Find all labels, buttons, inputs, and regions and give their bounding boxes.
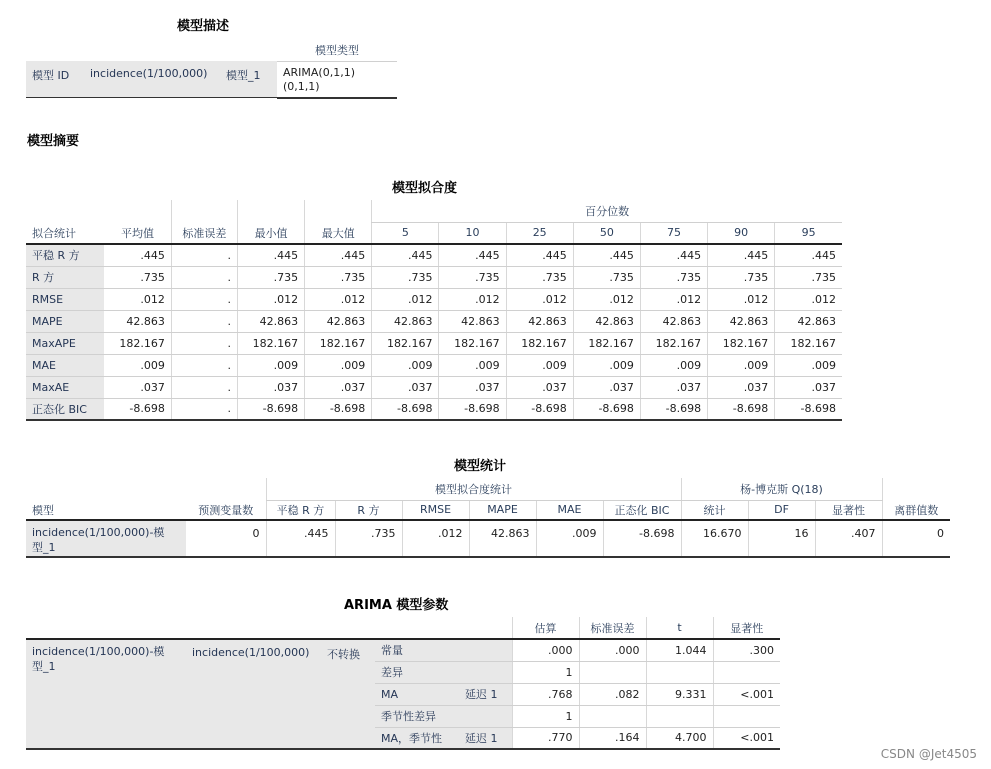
arima-transform: 不转换 <box>321 639 375 749</box>
fit-row-label: RMSE <box>26 288 104 310</box>
arima-cell: 4.700 <box>646 727 713 749</box>
arima-cell: .770 <box>512 727 579 749</box>
arima-table-body <box>26 639 780 749</box>
fit-cell: 42.863 <box>439 310 506 332</box>
arima-col-header: 显著性 <box>713 617 780 639</box>
arima-cell: 1 <box>512 705 579 727</box>
fit-cell: .012 <box>506 288 573 310</box>
fit-cell: .445 <box>237 244 304 266</box>
fit-cell: . <box>171 244 237 266</box>
fit-cell: 182.167 <box>775 332 842 354</box>
fit-cell: 42.863 <box>775 310 842 332</box>
stats-model-label-line1: incidence(1/100,000)-模 <box>32 526 165 539</box>
fit-col-header: 25 <box>506 222 573 244</box>
arima-param-label: 差异 <box>375 661 459 683</box>
fit-row-label: MAE <box>26 354 104 376</box>
stats-cell: 16.670 <box>681 520 748 557</box>
stats-cell: 42.863 <box>469 520 536 557</box>
stats-col-header: MAPE <box>469 500 536 520</box>
fit-cell: .012 <box>775 288 842 310</box>
fit-row-label: MaxAPE <box>26 332 104 354</box>
fit-cell: .445 <box>372 244 439 266</box>
fit-cell: .037 <box>439 376 506 398</box>
fit-cell: -8.698 <box>237 398 304 420</box>
model-id-label: 模型 ID <box>26 61 84 98</box>
stats-cell: .407 <box>815 520 882 557</box>
fit-cell: .735 <box>372 266 439 288</box>
fit-col-header: 10 <box>439 222 506 244</box>
fit-cell: .012 <box>372 288 439 310</box>
fit-cell: .445 <box>439 244 506 266</box>
fit-row-label: 平稳 R 方 <box>26 244 104 266</box>
stats-cell: .009 <box>536 520 603 557</box>
stats-model-label <box>26 520 186 557</box>
stats-col-header: 显著性 <box>815 500 882 520</box>
fit-cell: 42.863 <box>573 310 640 332</box>
fit-cell: .012 <box>439 288 506 310</box>
arima-cell: 9.331 <box>646 683 713 705</box>
fit-cell: -8.698 <box>573 398 640 420</box>
fit-cell: .009 <box>305 354 372 376</box>
fit-cell: .735 <box>640 266 707 288</box>
stats-col-header: 平稳 R 方 <box>266 500 335 520</box>
stats-cell: 16 <box>748 520 815 557</box>
table-row <box>26 376 842 398</box>
stats-col-header: RMSE <box>402 500 469 520</box>
stats-col-header: 预测变量数 <box>186 500 266 520</box>
arima-param-label: MA <box>375 683 459 705</box>
arima-cell <box>713 705 780 727</box>
fit-cell: .445 <box>708 244 775 266</box>
fit-cell: 42.863 <box>372 310 439 332</box>
model-description-title: 模型描述 <box>177 19 230 34</box>
fit-cell: .445 <box>573 244 640 266</box>
table-row <box>26 639 780 661</box>
fit-cell: .012 <box>305 288 372 310</box>
fit-col-header: 95 <box>775 222 842 244</box>
model-type-value <box>277 61 397 98</box>
model-stats-table <box>26 478 950 558</box>
fit-cell: -8.698 <box>775 398 842 420</box>
fit-cell: -8.698 <box>305 398 372 420</box>
fit-cell: .009 <box>104 354 171 376</box>
fit-cell: .009 <box>439 354 506 376</box>
fit-cell: 182.167 <box>640 332 707 354</box>
fit-cell: -8.698 <box>104 398 171 420</box>
fit-cell: .735 <box>775 266 842 288</box>
fit-cell: .037 <box>573 376 640 398</box>
arima-lag-label: 延迟 1 <box>459 683 512 705</box>
fit-cell: .009 <box>775 354 842 376</box>
arima-col-header: 估算 <box>512 617 579 639</box>
fit-cell: 182.167 <box>372 332 439 354</box>
fit-cell: 42.863 <box>640 310 707 332</box>
model-fit-table <box>26 200 842 421</box>
stats-cell: 0 <box>186 520 266 557</box>
fit-cell: .037 <box>237 376 304 398</box>
fit-cell: . <box>171 288 237 310</box>
model-type-header: 模型类型 <box>277 40 397 61</box>
fit-cell: 42.863 <box>104 310 171 332</box>
stats-col-header: R 方 <box>335 500 402 520</box>
fit-cell: .445 <box>104 244 171 266</box>
fit-cell: .735 <box>237 266 304 288</box>
fit-cell: .012 <box>237 288 304 310</box>
stats-col-header: 离群值数 <box>882 500 950 520</box>
model-description-table <box>26 40 397 99</box>
fit-cell: .037 <box>305 376 372 398</box>
arima-cell: <.001 <box>713 683 780 705</box>
arima-cell: .082 <box>579 683 646 705</box>
fit-cell: . <box>171 398 237 420</box>
fit-stats-group-header: 模型拟合度统计 <box>266 478 681 500</box>
fit-cell: .445 <box>775 244 842 266</box>
watermark: CSDN @Jet4505 <box>880 747 977 761</box>
stats-col-header: MAE <box>536 500 603 520</box>
stats-cell: .445 <box>266 520 335 557</box>
fit-cell: .009 <box>640 354 707 376</box>
fit-col-header: 5 <box>372 222 439 244</box>
fit-table-body <box>26 244 842 420</box>
fit-cell: .037 <box>708 376 775 398</box>
fit-cell: .445 <box>305 244 372 266</box>
arima-params-table <box>26 617 780 750</box>
fit-cell: .037 <box>640 376 707 398</box>
arima-cell: .300 <box>713 639 780 661</box>
arima-cell: <.001 <box>713 727 780 749</box>
fit-cell: .735 <box>573 266 640 288</box>
arima-cell <box>579 661 646 683</box>
fit-cell: . <box>171 266 237 288</box>
fit-cell: .037 <box>506 376 573 398</box>
model-type-line1: ARIMA(0,1,1) <box>283 65 355 79</box>
fit-cell: .445 <box>506 244 573 266</box>
fit-col-header: 平均值 <box>104 222 171 244</box>
model-type-line2: (0,1,1) <box>283 79 320 93</box>
table-row <box>26 332 842 354</box>
fit-col-header: 75 <box>640 222 707 244</box>
arima-param-label: 常量 <box>375 639 459 661</box>
fit-cell: . <box>171 310 237 332</box>
arima-lag-label <box>459 661 512 683</box>
fit-cell: .735 <box>506 266 573 288</box>
fit-cell: 42.863 <box>708 310 775 332</box>
fit-cell: 182.167 <box>708 332 775 354</box>
fit-cell: .037 <box>775 376 842 398</box>
arima-cell: .000 <box>512 639 579 661</box>
fit-cell: 182.167 <box>439 332 506 354</box>
table-row <box>26 266 842 288</box>
fit-cell: 182.167 <box>237 332 304 354</box>
model-description-bottom-rule <box>26 97 397 98</box>
arima-lag-label <box>459 639 512 661</box>
stats-cell: .012 <box>402 520 469 557</box>
fit-cell: .735 <box>439 266 506 288</box>
arima-col-header: t <box>646 617 713 639</box>
table-row <box>26 520 950 557</box>
fit-col-header: 最大值 <box>305 222 372 244</box>
table-row <box>26 288 842 310</box>
fit-col-header: 标准误差 <box>171 222 237 244</box>
table-row <box>26 398 842 420</box>
arima-cell: 1 <box>512 661 579 683</box>
fit-cell: .009 <box>506 354 573 376</box>
fit-cell: .735 <box>305 266 372 288</box>
fit-row-label: 正态化 BIC <box>26 398 104 420</box>
arima-param-label: MA，季节性 <box>375 727 459 749</box>
fit-cell: 42.863 <box>237 310 304 332</box>
model-fit-title: 模型拟合度 <box>392 181 458 196</box>
fit-cell: -8.698 <box>506 398 573 420</box>
fit-cell: 182.167 <box>573 332 640 354</box>
fit-cell: .445 <box>640 244 707 266</box>
fit-cell: 42.863 <box>506 310 573 332</box>
fit-cell: . <box>171 354 237 376</box>
stats-col-header: 正态化 BIC <box>603 500 681 520</box>
arima-cell <box>579 705 646 727</box>
fit-cell: .012 <box>708 288 775 310</box>
fit-cell: 182.167 <box>506 332 573 354</box>
fit-cell: 182.167 <box>305 332 372 354</box>
fit-cell: -8.698 <box>708 398 775 420</box>
arima-col-header: 标准误差 <box>579 617 646 639</box>
fit-row-label: R 方 <box>26 266 104 288</box>
fit-col-header: 50 <box>573 222 640 244</box>
model-id-value: 模型_1 <box>220 61 277 98</box>
model-summary-title: 模型摘要 <box>27 134 80 149</box>
arima-cell: .000 <box>579 639 646 661</box>
arima-model-label <box>26 639 186 749</box>
stats-cell: 0 <box>882 520 950 557</box>
fit-cell: .037 <box>372 376 439 398</box>
fit-cell: .009 <box>573 354 640 376</box>
fit-cell: -8.698 <box>439 398 506 420</box>
table-row <box>26 310 842 332</box>
fit-cell: .009 <box>372 354 439 376</box>
percentile-header: 百分位数 <box>372 200 842 222</box>
arima-cell: .768 <box>512 683 579 705</box>
arima-model-line1: incidence(1/100,000)-模 <box>32 645 165 658</box>
stats-cell: -8.698 <box>603 520 681 557</box>
arima-params-title: ARIMA 模型参数 <box>344 598 449 613</box>
arima-cell <box>713 661 780 683</box>
fit-cell: . <box>171 376 237 398</box>
stats-col-header: 模型 <box>26 500 186 520</box>
stats-col-header: 统计 <box>681 500 748 520</box>
arima-cell <box>646 705 713 727</box>
fit-cell: .735 <box>708 266 775 288</box>
table-row <box>26 354 842 376</box>
arima-cell: .164 <box>579 727 646 749</box>
fit-cell: -8.698 <box>640 398 707 420</box>
fit-cell: .012 <box>104 288 171 310</box>
fit-col-header: 90 <box>708 222 775 244</box>
fit-row-label: MAPE <box>26 310 104 332</box>
stats-model-label-line2: 型_1 <box>32 541 56 554</box>
table-row <box>26 244 842 266</box>
fit-cell: .012 <box>573 288 640 310</box>
arima-lag-label <box>459 705 512 727</box>
fit-cell: .037 <box>104 376 171 398</box>
fit-cell: .009 <box>237 354 304 376</box>
fit-cell: .009 <box>708 354 775 376</box>
stats-cell: .735 <box>335 520 402 557</box>
arima-param-label: 季节性差异 <box>375 705 459 727</box>
model-variable-name: incidence(1/100,000) <box>84 61 220 98</box>
fit-col-header: 最小值 <box>237 222 304 244</box>
fit-cell: . <box>171 332 237 354</box>
arima-cell <box>646 661 713 683</box>
fit-cell: 182.167 <box>104 332 171 354</box>
ljung-box-group-header: 杨-博克斯 Q(18) <box>681 478 882 500</box>
arima-cell: 1.044 <box>646 639 713 661</box>
fit-col-header: 拟合统计 <box>26 222 104 244</box>
fit-cell: 42.863 <box>305 310 372 332</box>
stats-col-header: DF <box>748 500 815 520</box>
arima-model-line2: 型_1 <box>32 660 56 673</box>
model-stats-title: 模型统计 <box>454 459 507 474</box>
arima-lag-label: 延迟 1 <box>459 727 512 749</box>
fit-cell: .012 <box>640 288 707 310</box>
arima-variable: incidence(1/100,000) <box>186 639 321 749</box>
fit-row-label: MaxAE <box>26 376 104 398</box>
fit-cell: -8.698 <box>372 398 439 420</box>
fit-cell: .735 <box>104 266 171 288</box>
